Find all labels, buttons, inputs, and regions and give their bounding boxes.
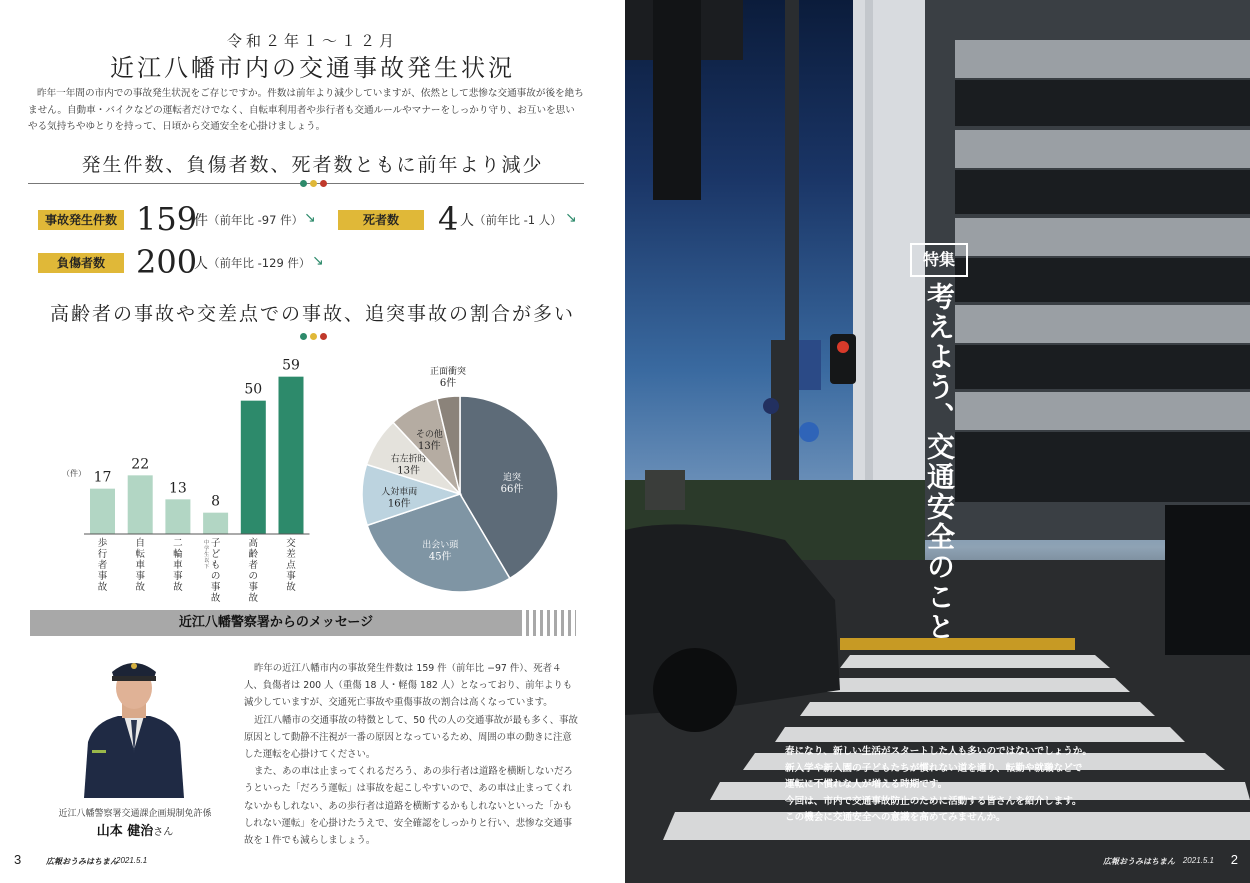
bar-category-note-char: 以 <box>204 558 210 564</box>
arrow-down-icon: ↘ <box>304 210 316 226</box>
officer-honorific: さん <box>153 827 174 838</box>
bar-category-label-char: 故 <box>173 582 183 593</box>
stat-value-deaths: 4 <box>438 200 459 238</box>
bar-category-label-char: 点 <box>286 560 296 571</box>
stat-note-injured: （前年比 -129 件） <box>208 256 311 270</box>
bar-category-label-char: 高 <box>248 538 259 549</box>
right-page-photo <box>625 0 1250 883</box>
pie-value-label: 16件 <box>387 498 411 510</box>
page-number-left: 3 <box>14 852 22 867</box>
bar-category-label-char: 故 <box>248 593 259 602</box>
section-title-ratio: 高齢者の事故や交差点での事故、追突事故の割合が多い <box>49 303 575 325</box>
pie-value-label: 66件 <box>500 483 524 495</box>
bar-value-label: 8 <box>211 493 221 510</box>
bar-category-note-char: 下 <box>204 564 210 570</box>
charts-area <box>28 340 584 602</box>
green-dot <box>300 333 307 340</box>
bar-category-label-char: 故 <box>286 582 296 593</box>
bar-value-label: 50 <box>244 381 263 398</box>
lead-line: 今回は、市内で交通事故防止のために活動する皆さんを紹介します。 <box>785 795 1082 807</box>
bar-value-label: 13 <box>168 480 187 497</box>
yellow-dot <box>310 180 317 187</box>
section-dots <box>300 180 340 188</box>
bar-0 <box>90 489 115 534</box>
bar-category-label-char: 車 <box>135 560 145 571</box>
red-dot <box>320 333 327 340</box>
bar-category-label-char: 故 <box>97 582 108 593</box>
pie-label: 正面衝突 <box>429 367 467 377</box>
lead-line: 新入学や新入園の子どもたちが慣れない道を通り、転勤や就職などで <box>785 762 1083 774</box>
pie-label: 出会い頭 <box>422 540 459 551</box>
bar-category-label-char: も <box>210 560 221 571</box>
bar-category-label-char: 行 <box>97 549 108 560</box>
bar-category-label-char: 歩 <box>97 538 108 549</box>
officer-role: 近江八幡警察署交通課企画規制免許係 <box>58 809 212 819</box>
bar-2 <box>165 499 190 534</box>
stat-unit-injured: 人 <box>194 256 208 272</box>
bar-value-label: 59 <box>282 357 300 374</box>
pie-value-label: 13件 <box>397 465 420 477</box>
feature-lead-text <box>785 744 1145 827</box>
intro-paragraph: 昨年一年間の市内での事故発生状況をご存じですか。件数は前年より減少していますが、依然として悲惨な交通事故が後を絶ちません。自動車・バイクなどの運転者だけでなく、自転車利用者や歩行者も交通ルールやマナーをしっかり守り、お互いを思いやる気持ちやゆとりを持って、日頃から交通安全を心掛けましょう。 <box>28 88 584 133</box>
bar-category-label-char: 事 <box>97 571 108 582</box>
bar-category-label-char: 事 <box>210 582 221 593</box>
bar-category-note-char: 中 <box>204 540 210 546</box>
lead-line: 春になり、新しい生活がスタートした人も多いのではないでしょうか。 <box>785 746 1092 757</box>
page-title: 近江八幡市内の交通事故発生状況 <box>110 54 515 82</box>
feature-title: 考えよう、交通安全のこと <box>923 282 956 642</box>
pie-value-label: 6件 <box>439 378 457 389</box>
bar-category-label-char: 故 <box>210 593 221 602</box>
bar-category-note-char: 生 <box>204 552 210 558</box>
pie-label: その他 <box>415 430 443 441</box>
green-dot <box>300 180 307 187</box>
bar-unit-label: （件） <box>62 469 86 478</box>
bar-category-label-char: の <box>248 571 259 582</box>
bar-category-label-char: 子 <box>210 538 221 549</box>
red-dot <box>320 180 327 187</box>
bar-1 <box>128 475 153 534</box>
stat-label-injured: 負傷者数 <box>38 253 124 273</box>
bar-category-label-char: 輪 <box>173 549 183 560</box>
bar-value-label: 17 <box>93 469 112 486</box>
bar-category-label-char: の <box>210 571 221 582</box>
lead-line: 運転に不慣れな人が増える時期です。 <box>785 779 948 791</box>
bar-category-label-char: 者 <box>248 560 259 571</box>
publication-date-left: 2021.5.1 <box>116 856 148 865</box>
bar-value-label: 22 <box>131 456 150 473</box>
header-stripes <box>526 610 576 636</box>
bar-category-label-char: ど <box>210 549 221 560</box>
pie-value-label: 13件 <box>417 441 441 453</box>
arrow-down-icon: ↘ <box>565 210 577 226</box>
era-label: 令和２年１～１２月 <box>226 32 398 50</box>
bar-5 <box>279 377 304 534</box>
publication-name-left: 広報おうみはちまん <box>46 857 118 866</box>
bar-4 <box>241 401 266 534</box>
bar-category-label-char: 事 <box>248 582 259 593</box>
stat-unit-deaths: 人 <box>460 213 474 229</box>
bar-3 <box>203 513 228 534</box>
bar-category-note-char: 学 <box>204 546 210 552</box>
bar-category-label-char: 事 <box>135 571 145 582</box>
bar-category-label-char: 転 <box>135 549 145 560</box>
yellow-dot <box>310 333 317 340</box>
pie-label: 人対車両 <box>381 487 418 498</box>
bar-category-label-char: 差 <box>286 549 296 560</box>
message-header: 近江八幡警察署からのメッセージ <box>30 610 522 636</box>
arrow-down-icon: ↘ <box>312 253 324 269</box>
pie-value-label: 45件 <box>428 551 452 563</box>
bar-category-label-char: 故 <box>135 582 145 593</box>
feature-badge: 特集 <box>910 243 968 277</box>
bar-category-label-char: 交 <box>286 538 296 549</box>
pie-label: 追突 <box>502 472 522 483</box>
stat-unit-accidents: 件 <box>194 213 208 229</box>
officer-photo <box>74 650 194 798</box>
stat-value-accidents: 159 <box>136 200 198 238</box>
bar-category-label-char: 事 <box>286 571 296 582</box>
page-number-right: 2 <box>1230 852 1238 867</box>
pie-label: 右左折時 <box>390 454 427 465</box>
accident-charts <box>28 340 584 602</box>
bar-category-label-char: 自 <box>135 538 145 549</box>
bar-category-label-char: 齢 <box>248 549 259 560</box>
message-paragraph: また、あの車は止まってくれるだろう、あの歩行者は道路を横断しないだろうといった「だろう運転」は事故を起こしやすいので、あの車は止まってくれないかもしれない、あの歩行者は道路を横断するかもしれないといった「かもしれない運転」を心掛けたうえで、安全確認をしっかりと行い、悲惨な交通事故を１件でも減らしましょう。 <box>244 766 573 847</box>
stat-value-injured: 200 <box>136 243 198 281</box>
officer-name: 山本 健治 <box>96 824 154 839</box>
bar-category-label-char: 者 <box>97 560 108 571</box>
bar-category-label-char: 二 <box>173 538 183 549</box>
stat-note-accidents: （前年比 -97 件） <box>208 213 304 227</box>
stat-label-deaths: 死者数 <box>338 210 424 230</box>
publication-date-right: 2021.5.1 <box>1182 856 1214 865</box>
publication-name-right: 広報おうみはちまん <box>1103 857 1175 866</box>
officer-name-line <box>40 820 230 839</box>
message-paragraph: 近江八幡市の交通事故の特徴として、50 代の人の交通事故が最も多く、事故原因として動静不注視が一番の原因となっているため、周囲の車の動きに注意した運転を心掛けてください。 <box>244 714 578 761</box>
bar-category-label-char: 事 <box>173 571 183 582</box>
lead-line: この機会に交通安全への意識を高めてみませんか。 <box>785 812 1006 824</box>
police-message <box>244 660 580 849</box>
message-paragraph: 昨年の近江八幡市内の事故発生件数は 159 件（前年比 −97 件）、死者４人、負傷者は 200 人（重傷 18 人・軽傷 182 人）となっており、前年よりも減少していますが、交通死亡事故や重傷事故の割合は高くなっています。 <box>244 663 573 709</box>
stat-note-deaths: （前年比 -1 人） <box>474 213 562 227</box>
section-title-decrease: 発生件数、負傷者数、死者数ともに前年より減少 <box>81 154 544 176</box>
stat-label-accidents: 事故発生件数 <box>38 210 124 230</box>
bar-category-label-char: 車 <box>173 560 183 571</box>
